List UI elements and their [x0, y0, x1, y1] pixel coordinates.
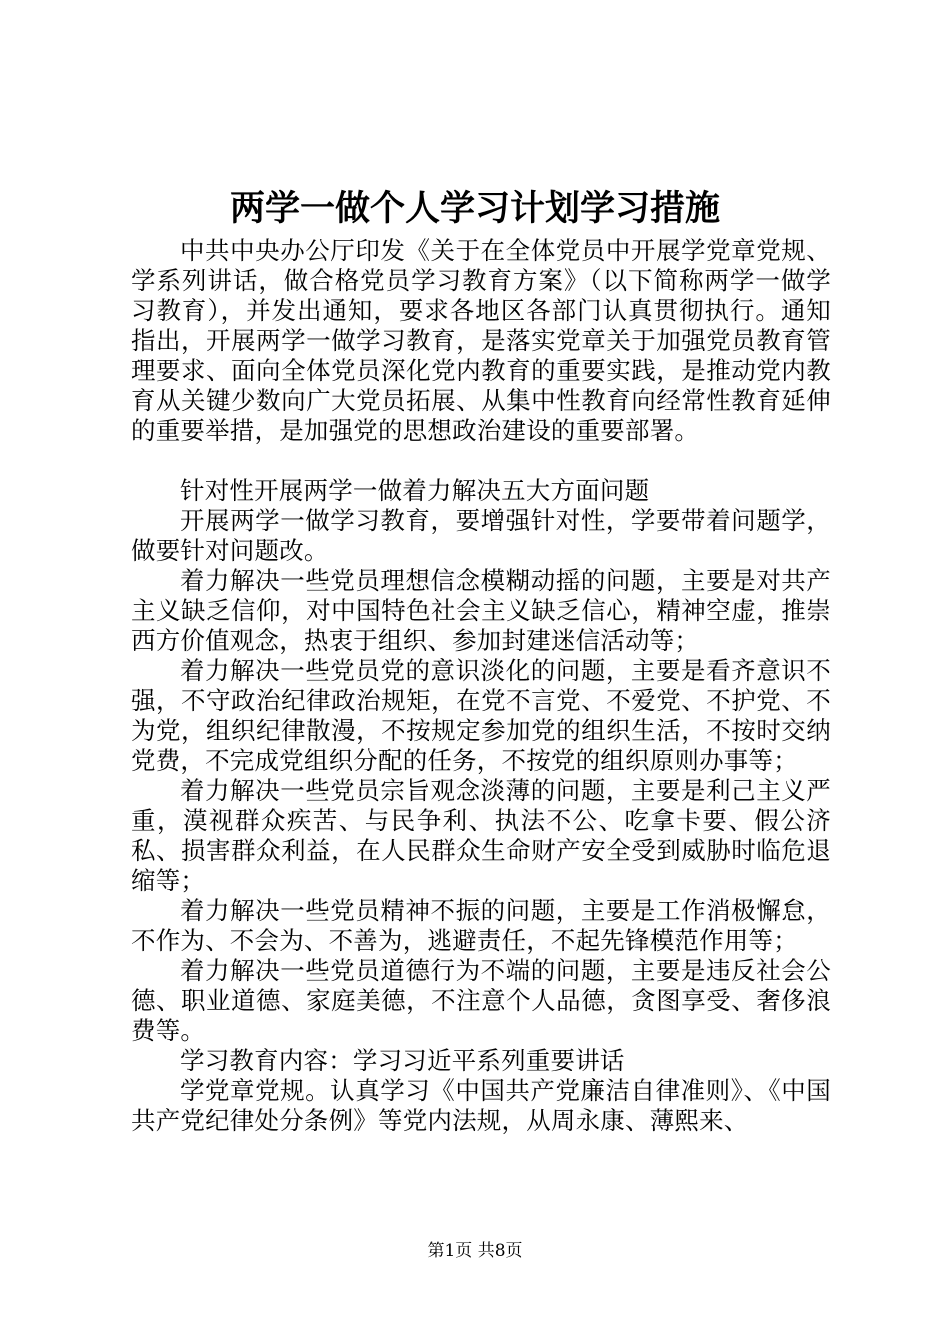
paragraph-problem-3: 着力解决一些党员宗旨观念淡薄的问题，主要是利己主义严重，漠视群众疾苦、与民争利、执法不公、吃拿卡要、假公济私、损害群众利益，在人民群众生命财产安全受到威胁时临危退缩等； [131, 776, 831, 895]
paragraph-problem-5: 着力解决一些党员道德行为不端的问题，主要是违反社会公德、职业道德、家庭美德，不注意个人品德，贪图享受、奢侈浪费等。 [131, 956, 831, 1045]
page-number-footer: 第1页 共8页 [427, 1241, 523, 1261]
paragraph-intro: 中共中央办公厅印发《关于在全体党员中开展学党章党规、学系列讲话，做合格党员学习教育方案》（以下简称两学一做学习教育），并发出通知，要求各地区各部门认真贯彻执行。通知指出，开展两学一做学习教育，是落实党章关于加强党员教育管理要求、面向全体党员深化党内教育的重要实践，是推动党内教育从关键少数向广大党员拓展、从集中性教育向经常性教育延伸的重要举措，是加强党的思想政治建设的重要部署。 [131, 236, 831, 445]
section-heading-five-problems: 针对性开展两学一做着力解决五大方面问题 [180, 476, 650, 505]
paragraph-problem-2: 着力解决一些党员党的意识淡化的问题，主要是看齐意识不强，不守政治纪律政治规矩，在党不言党、不爱党、不护党、不为党，组织纪律散漫，不按规定参加党的组织生活，不按时交纳党费，不完成党组织分配的任务，不按党的组织原则办事等； [131, 656, 831, 775]
paragraph-problem-1: 着力解决一些党员理想信念模糊动摇的问题，主要是对共产主义缺乏信仰，对中国特色社会主义缺乏信心，精神空虚，推崇西方价值观念，热衷于组织、参加封建迷信活动等； [131, 566, 831, 655]
document-title: 两学一做个人学习计划学习措施 [229, 188, 720, 229]
document-body [131, 236, 831, 1136]
section-heading-study-content: 学习教育内容：学习习近平系列重要讲话 [180, 1046, 625, 1075]
paragraph-problem-4: 着力解决一些党员精神不振的问题，主要是工作消极懈怠，不作为、不会为、不善为，逃避责任，不起先锋模范作用等； [131, 896, 831, 955]
paragraph-party-rules: 学党章党规。认真学习《中国共产党廉洁自律准则》、《中国共产党纪律处分条例》等党内法规，从周永康、薄熙来、 [131, 1076, 831, 1135]
paragraph-targeted: 开展两学一做学习教育，要增强针对性，学要带着问题学，做要针对问题改。 [131, 506, 831, 565]
paragraph-gap [131, 446, 831, 476]
